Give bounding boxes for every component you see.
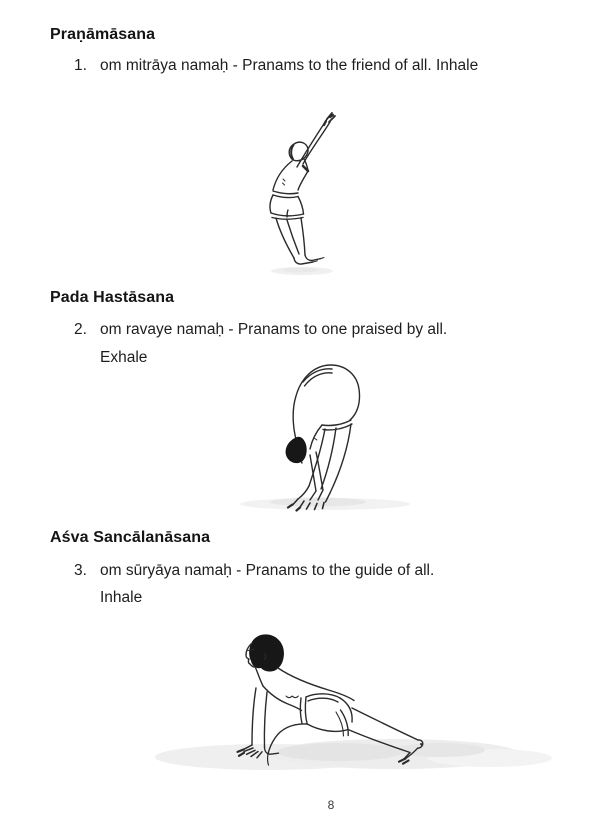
equestrian-lunge-illustration xyxy=(140,628,560,788)
mantra-text: om ravaye namaḥ - Pranams to one praised by all. xyxy=(100,321,448,338)
pose-heading-pada-hastasana: Pada Hastāsana xyxy=(50,289,175,306)
forward-bend-illustration xyxy=(230,362,420,512)
mantra-text: om mitrāya namaḥ - Pranams to the friend of all. Inhale xyxy=(100,57,479,74)
mantra-line-2 xyxy=(74,320,447,340)
mantra-text: om sūryāya namaḥ - Pranams to the guide of all. xyxy=(100,562,435,579)
pose-figure-equestrian-lunge xyxy=(140,628,560,788)
pose-figure-backbend xyxy=(240,98,340,283)
backbend-illustration xyxy=(240,98,340,283)
list-number: 1. xyxy=(74,57,87,74)
breath-instruction: Inhale xyxy=(100,589,143,606)
breath-instruction: Exhale xyxy=(100,349,148,366)
pose-figure-forward-bend xyxy=(230,362,420,512)
list-number: 3. xyxy=(74,562,87,579)
mantra-line-3 xyxy=(74,561,434,581)
list-number: 2. xyxy=(74,321,87,338)
pose-heading-pranamasana: Praṇāmāsana xyxy=(50,26,156,43)
page-number: 8 xyxy=(327,798,335,812)
mantra-line-1 xyxy=(74,56,478,76)
pose-heading-asva-sancalanasana: Aśva Sancālanāsana xyxy=(50,529,211,546)
